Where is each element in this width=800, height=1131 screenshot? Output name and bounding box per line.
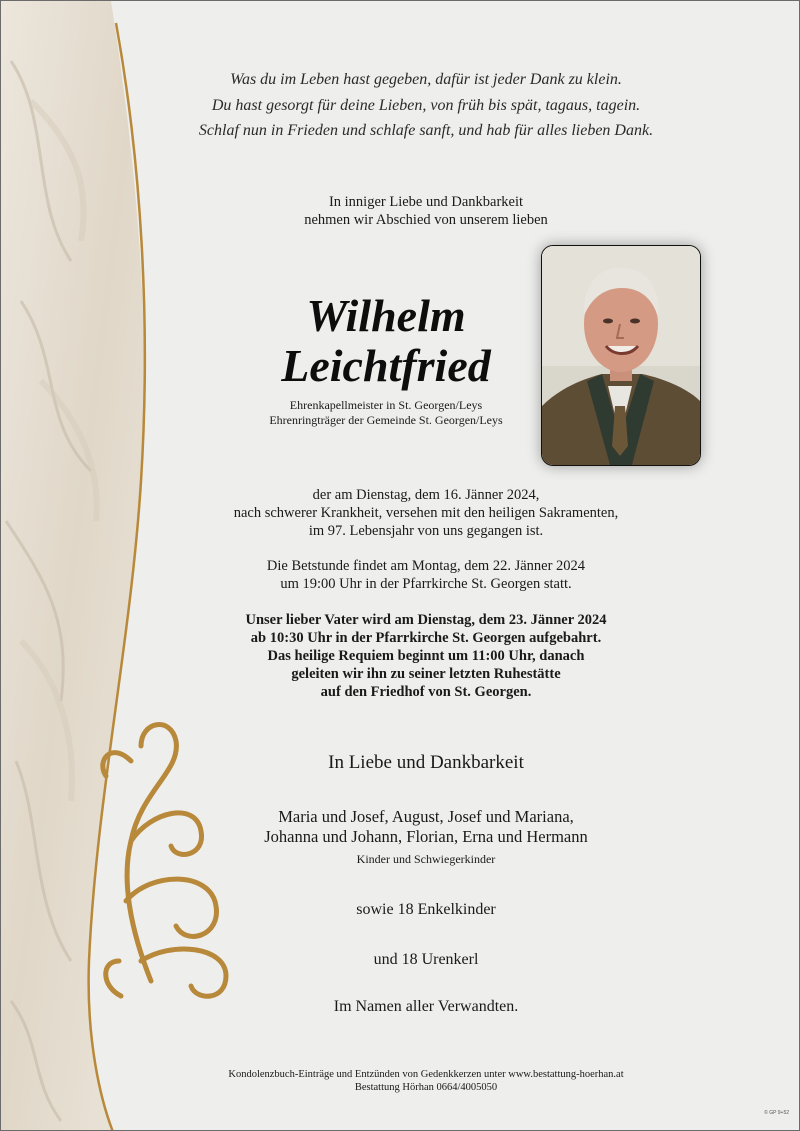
funeral-line: Das heilige Requiem beginnt um 11:00 Uhr, danach [267, 648, 585, 664]
footer-contact [151, 1069, 701, 1094]
grandchildren-line: sowie 18 Enkelkinder [356, 901, 496, 918]
great-grandchildren-line: und 18 Urenkerl [373, 951, 479, 968]
poem-line: Was du im Leben hast gegeben, dafür ist jeder Dank zu klein. [230, 71, 622, 88]
death-notice [151, 486, 701, 540]
closing-phrase: In Liebe und Dankbarkeit [328, 752, 524, 773]
funeral-line: auf den Friedhof von St. Georgen. [320, 684, 532, 700]
deceased-first-name: Wilhelm [306, 290, 466, 341]
corner-code: © GP 9+52 [764, 1110, 789, 1116]
death-notice-line: im 97. Lebensjahr von uns gegangen ist. [308, 523, 544, 539]
deceased-last-name: Leichtfried [281, 340, 491, 391]
poem-line: Du hast gesorgt für deine Lieben, von früh bis spät, tagaus, tagein. [211, 96, 641, 114]
poem-verse [151, 67, 701, 144]
prayer-service-line: Die Betstunde findet am Montag, dem 22. Jänner 2024 [266, 558, 586, 574]
deceased-titles [231, 398, 541, 427]
prayer-service-info [151, 557, 701, 593]
relatives-line: Im Namen aller Verwandten. [333, 998, 519, 1015]
family-line: Maria und Josef, August, Josef und Mariana, [278, 807, 574, 826]
portrait-photo [541, 245, 701, 466]
deceased-title: Ehrenringträger der Gemeinde St. Georgen/Leys [269, 412, 503, 427]
family-names [151, 807, 701, 847]
poem-line: Schlaf nun in Frieden und schlafe sanft, und hab für alles lieben Dank. [198, 122, 654, 139]
deceased-name [246, 291, 526, 391]
intro-text [151, 193, 701, 229]
prayer-service-line: um 19:00 Uhr in der Pfarrkirche St. Georgen statt. [280, 576, 572, 592]
death-notice-line: der am Dienstag, dem 16. Jänner 2024, [312, 487, 540, 503]
funeral-line: Unser lieber Vater wird am Dienstag, dem 23. Jänner 2024 [245, 612, 607, 628]
funeral-line: ab 10:30 Uhr in der Pfarrkirche St. Georgen aufgebahrt. [250, 630, 602, 646]
funeral-info [151, 611, 701, 701]
death-notice-line: nach schwerer Krankheit, versehen mit den heiligen Sakramenten, [233, 505, 619, 521]
intro-line: nehmen wir Abschied von unserem lieben [304, 212, 548, 228]
funeral-line: geleiten wir ihn zu seiner letzten Ruhestätte [291, 666, 561, 682]
footer-line: Bestattung Hörhan 0664/4005050 [354, 1081, 498, 1093]
deceased-title: Ehrenkapellmeister in St. Georgen/Leys [289, 398, 483, 412]
intro-line: In inniger Liebe und Dankbarkeit [328, 194, 524, 210]
family-relation: Kinder und Schwiegerkinder [356, 852, 496, 866]
footer-line: Kondolenzbuch-Einträge und Entzünden von Gedenkkerzen unter www.bestattung-hoerhan.at [228, 1069, 624, 1080]
family-line: Johanna und Johann, Florian, Erna und Hermann [264, 827, 588, 846]
